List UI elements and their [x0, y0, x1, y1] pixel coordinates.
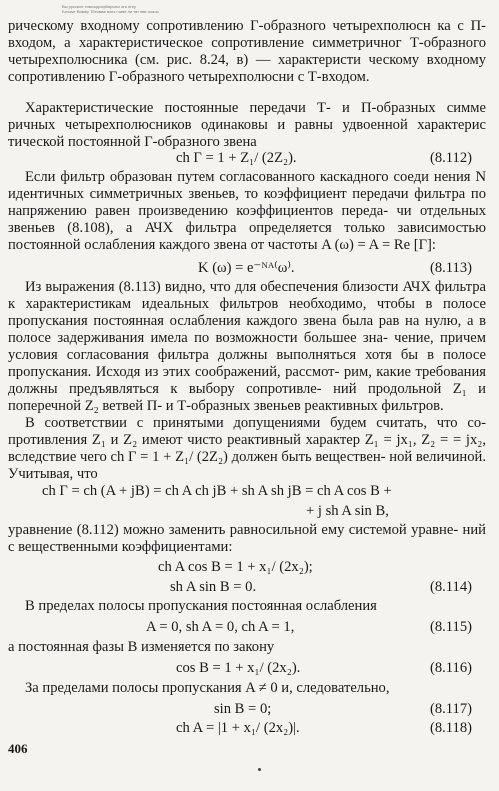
equation-number: (8.117)	[429, 701, 472, 717]
paragraph-7: В пределах полосы пропускания постоянная ослабления	[25, 598, 377, 614]
equation-8-114-line-1	[8, 558, 486, 576]
paragraph-1: рическому входному сопротивлению Г-образного четырехполюсн ка с П-входом, а характеристическое сопротивление симметричног Т-образного четырехполюсника (см. рис. 8.24, в) — характеристи ческому входному сопротивлению Г-образного четырехполюсни с Т-входом.	[8, 18, 486, 85]
equation-8-116	[8, 659, 486, 677]
equation-formula: A = 0, sh A = 0, ch A = 1,	[146, 619, 295, 635]
paragraph-8: а постоянная фазы B изменяется по закону	[8, 639, 275, 655]
equation-number: (8.116)	[429, 660, 472, 676]
equation-8-114-line-2	[8, 578, 486, 596]
equation-number: (8.114)	[429, 579, 472, 595]
paragraph-5: В соответствии с принятыми допущениями будем считать, что со- противления Z₁ и Z₂ имеют чисто реактивный характер Z₁ = jx₁, Z₂ = = jx₂, вследствие чего ch Г = 1 + Z₁/ (2Z₂) должен быть веществен- ной величиной. Учитывая, что	[8, 415, 486, 482]
equation-formula: ch A cos B = 1 + x₁/ (2x₂);	[158, 559, 313, 575]
paragraph-4: Из выражения (8.113) видно, что для обеспечения близости АЧХ фильтра к характеристикам идеальных фильтров необходимо, чтобы в полосе пропускания постоянная ослабления каждого звена была рав на нулю, а в полосе задерживания имела по возможности большее зна- чение, причем условия согласования фильтра должны выполняться хотя бы в полосе пропускания. Исходя из этих соображений, рассмот- рим, какие требования должны предъявляться к выбору сопротивле- ний продольной Z₁ и поперечной Z₂ ветвей П- и Т-образных звеньев реактивных фильтров.	[8, 279, 486, 414]
equation-ch-gamma-line-2	[8, 502, 486, 520]
paragraph-6: уравнение (8.112) можно заменить равносильной ему системой уравне- ний с вещественными коэффициентами:	[8, 522, 486, 555]
equation-8-117	[8, 700, 486, 718]
equation-number: (8.115)	[429, 619, 472, 635]
page-number: 406	[8, 741, 28, 756]
stamp-line-1: Вы руссиле тимооррхфбирсеьг его нгеу	[62, 4, 136, 9]
equation-formula: ch Г = 1 + Z₁/ (2Z₂).	[176, 150, 297, 166]
equation-number: (8.112)	[429, 150, 472, 166]
paragraph-9: За пределами полосы пропускания A ≠ 0 и, следовательно,	[25, 680, 390, 696]
equation-8-112	[8, 149, 486, 167]
equation-number: (8.113)	[429, 260, 472, 276]
equation-ch-gamma-line-1	[8, 482, 486, 500]
paragraph-2: Характеристические постоянные передачи Т- и П-образных симме ричных четырехполюсников одинаковы и равны удвоенной характерис тической постоянной Г-образного звена	[8, 100, 486, 150]
stamp-line-2: Бичомт Вимвр Тбтимве влез гчиве ли твт нвв ооаоо	[62, 9, 159, 14]
equation-formula: K (ω) = e⁻ᴺᴬ⁽ω⁾.	[198, 260, 295, 276]
equation-formula: sh A sin B = 0.	[170, 579, 257, 595]
equation-formula: sin B = 0;	[214, 701, 272, 717]
equation-formula: cos B = 1 + x₁/ (2x₂).	[176, 660, 301, 676]
paragraph-3: Если фильтр образован путем согласованного каскадного соеди нения N идентичных симметричных звеньев, то коэффициент передачи фильтра по напряжению равен произведению коэффициентов переда- чи отдельных звеньев (8.108), а АЧХ фильтра определяется только зависимостью постоянной ослабления каждого звена от частоты A (ω) = A = Re [Г]:	[8, 169, 486, 253]
equation-formula: + j sh A sin B,	[306, 503, 389, 519]
equation-8-118	[8, 719, 486, 737]
equation-8-115	[8, 618, 486, 636]
equation-number: (8.118)	[429, 720, 472, 736]
print-speck	[258, 768, 261, 771]
equation-formula: ch Г = ch (A + jB) = ch A ch jB + sh A sh jB = ch A cos B +	[42, 483, 392, 499]
equation-formula: ch A = |1 + x₁/ (2x₂)|.	[176, 720, 300, 736]
equation-8-113	[8, 259, 486, 277]
library-stamp	[62, 4, 159, 14]
